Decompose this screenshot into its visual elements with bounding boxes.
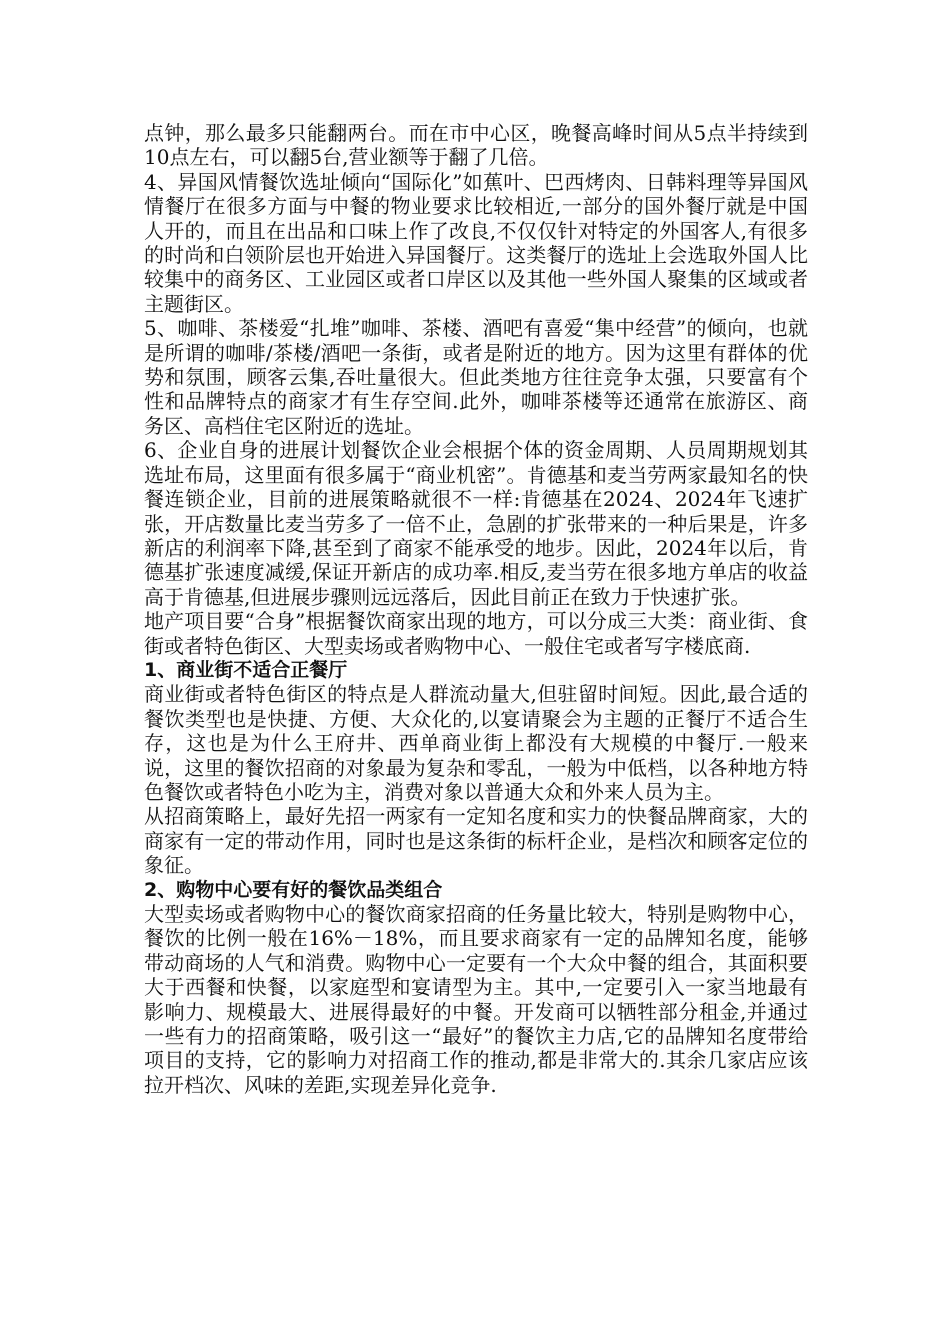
paragraph-expansion-plan: 6、企业自身的进展计划餐饮企业会根据个体的资金周期、人员周期规划其选址布局，这里面有很多属于“商业机密”。肯德基和麦当劳两家最知名的快餐连锁企业，目前的进展策略就很不一样:肯德基在2024、2024年飞速扩张，开店数量比麦当劳多了一倍不止，急剧的扩张带来的一种后果是，许多新店的利润率下降,甚至到了商家不能承受的地步。因此，2024年以后，肯德基扩张速度减缓,保证开新店的成功率.相反,麦当劳在很多地方单店的收益高于肯德基,但进展步骤则远远落后，因此目前正在致力于快速扩张。 [144,438,808,609]
document-page [144,121,808,1097]
paragraph-commercial-street: 商业街或者特色街区的特点是人群流动量大,但驻留时间短。因此,最合适的餐饮类型也是快捷、方便、大众化的,以宴请聚会为主题的正餐厅不适合生存，这也是为什么王府井、西单商业街上都没有大规模的中餐厅.一般来说，这里的餐饮招商的对象最为复杂和零乱，一般为中低档，以各种地方特色餐饮或者特色小吃为主，消费对象以普通大众和外来人员为主。 [144,682,808,804]
paragraph-shopping-center: 大型卖场或者购物中心的餐饮商家招商的任务量比较大，特别是购物中心，餐饮的比例一般在16%－18%，而且要求商家有一定的品牌知名度，能够带动商场的人气和消费。购物中心一定要有一个大众中餐的组合，其面积要大于西餐和快餐，以家庭型和宴请型为主。其中,一定要引入一家当地最有影响力、规模最大、进展得最好的中餐。开发商可以牺牲部分租金,并通过一些有力的招商策略，吸引这一“最好”的餐饮主力店,它的品牌知名度带给项目的支持，它的影响力对招商工作的推动,都是非常大的.其余几家店应该拉开档次、风味的差距,实现差异化竞争. [144,902,808,1097]
paragraph-foreign-restaurants: 4、异国风情餐饮选址倾向“国际化”如蕉叶、巴西烤肉、日韩料理等异国风情餐厅在很多方面与中餐的物业要求比较相近,一部分的国外餐厅就是中国人开的，而且在出品和口味上作了改良,不仅仅针对特定的外国客人,有很多的时尚和白领阶层也开始进入异国餐厅。这类餐厅的选址上会选取外国人比较集中的商务区、工业园区或者口岸区以及其他一些外国人聚集的区域或者主题街区。 [144,169,808,316]
paragraph-property-fit: 地产项目要“合身”根据餐饮商家出现的地方，可以分成三大类：商业街、食街或者特色街区、大型卖场或者购物中心、一般住宅或者写字楼底商. [144,609,808,658]
paragraph-cafes-teahouses: 5、咖啡、茶楼爱“扎堆”咖啡、茶楼、酒吧有喜爱“集中经营”的倾向，也就是所谓的咖啡/茶楼/酒吧一条街，或者是附近的地方。因为这里有群体的优势和氛围，顾客云集,吞吐量很大。但此类地方往往竞争太强，只要富有个性和品牌特点的商家才有生存空间.此外，咖啡茶楼等还通常在旅游区、商务区、高档住宅区附近的选址。 [144,316,808,438]
section-heading-commercial-street: 1、商业街不适合正餐厅 [144,658,348,681]
paragraph-leasing-strategy: 从招商策略上，最好先招一两家有一定知名度和实力的快餐品牌商家，大的商家有一定的带动作用，同时也是这条街的标杆企业，是档次和顾客定位的象征。 [144,804,808,878]
section-heading-shopping-center: 2、购物中心要有好的餐饮品类组合 [144,878,443,901]
paragraph-turnover: 点钟，那么最多只能翻两台。而在市中心区，晚餐高峰时间从5点半持续到10点左右，可以翻5台,营业额等于翻了几倍。 [144,121,808,170]
